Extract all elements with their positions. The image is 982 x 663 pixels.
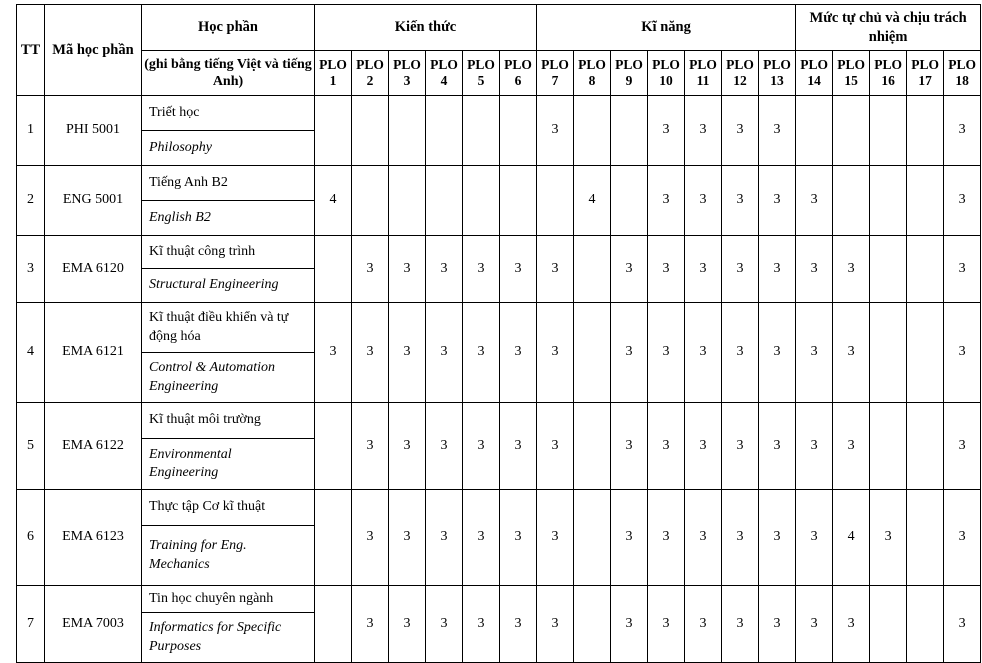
plo-15-value: 3 <box>833 403 870 490</box>
col-header-plo-11: PLO 11 <box>685 51 722 96</box>
plo-11-value: 3 <box>685 403 722 490</box>
plo-4-value <box>426 166 463 236</box>
plo-2-value: 3 <box>352 303 389 403</box>
group-header-autonomy-responsibility: Mức tự chủ và chịu trách nhiệm <box>796 5 981 51</box>
plo-8-value <box>574 303 611 403</box>
plo-11-value: 3 <box>685 586 722 663</box>
plo-15-value: 3 <box>833 236 870 303</box>
plo-5-value <box>463 96 500 166</box>
plo-4-value: 3 <box>426 403 463 490</box>
plo-11-value: 3 <box>685 166 722 236</box>
course-code: EMA 6123 <box>45 490 142 586</box>
plo-14-value: 3 <box>796 586 833 663</box>
plo-13-value: 3 <box>759 303 796 403</box>
plo-7-value: 3 <box>537 403 574 490</box>
plo-18-value: 3 <box>944 166 981 236</box>
plo-9-value <box>611 166 648 236</box>
plo-7-value: 3 <box>537 303 574 403</box>
course-name-english: Philosophy <box>142 131 315 166</box>
plo-4-value: 3 <box>426 490 463 586</box>
col-header-plo-14: PLO 14 <box>796 51 833 96</box>
plo-18-value: 3 <box>944 236 981 303</box>
plo-17-value <box>907 586 944 663</box>
plo-6-value: 3 <box>500 403 537 490</box>
plo-17-value <box>907 403 944 490</box>
plo-12-value: 3 <box>722 403 759 490</box>
course-index: 5 <box>17 403 45 490</box>
plo-14-value: 3 <box>796 166 833 236</box>
plo-2-value <box>352 166 389 236</box>
plo-12-value: 3 <box>722 166 759 236</box>
plo-10-value: 3 <box>648 166 685 236</box>
plo-13-value: 3 <box>759 166 796 236</box>
header-group-row <box>17 5 981 51</box>
course-index: 6 <box>17 490 45 586</box>
course-name-vietnamese: Triết học <box>142 96 315 131</box>
plo-4-value <box>426 96 463 166</box>
plo-10-value: 3 <box>648 236 685 303</box>
plo-10-value: 3 <box>648 490 685 586</box>
course-name-english: Training for Eng. Mechanics <box>142 526 315 586</box>
plo-6-value: 3 <box>500 303 537 403</box>
plo-9-value: 3 <box>611 403 648 490</box>
plo-6-value: 3 <box>500 490 537 586</box>
table-body <box>17 96 981 663</box>
plo-18-value: 3 <box>944 96 981 166</box>
course-row-ema-7003 <box>17 586 981 613</box>
plo-2-value: 3 <box>352 586 389 663</box>
col-header-plo-18: PLO 18 <box>944 51 981 96</box>
plo-14-value: 3 <box>796 236 833 303</box>
col-header-plo-7: PLO 7 <box>537 51 574 96</box>
course-name-vietnamese: Kĩ thuật công trình <box>142 236 315 269</box>
plo-4-value: 3 <box>426 236 463 303</box>
plo-18-value: 3 <box>944 490 981 586</box>
plo-1-value <box>315 586 352 663</box>
course-index: 2 <box>17 166 45 236</box>
course-code: EMA 6121 <box>45 303 142 403</box>
course-name-english: English B2 <box>142 201 315 236</box>
plo-8-value <box>574 403 611 490</box>
course-code: ENG 5001 <box>45 166 142 236</box>
plo-16-value <box>870 586 907 663</box>
plo-17-value <box>907 303 944 403</box>
col-header-tt: TT <box>17 5 45 96</box>
group-header-knowledge: Kiến thức <box>315 5 537 51</box>
plo-3-value: 3 <box>389 303 426 403</box>
col-header-course-name: Học phần <box>142 5 315 51</box>
course-name-english: Environmental Engineering <box>142 439 315 490</box>
plo-5-value: 3 <box>463 236 500 303</box>
plo-15-value: 4 <box>833 490 870 586</box>
plo-15-value <box>833 96 870 166</box>
plo-3-value: 3 <box>389 490 426 586</box>
header-plo-row <box>17 51 981 96</box>
plo-10-value: 3 <box>648 96 685 166</box>
course-row-ema-6122 <box>17 403 981 439</box>
plo-3-value: 3 <box>389 403 426 490</box>
course-index: 3 <box>17 236 45 303</box>
plo-14-value: 3 <box>796 403 833 490</box>
course-code: EMA 7003 <box>45 586 142 663</box>
plo-12-value: 3 <box>722 490 759 586</box>
plo-15-value: 3 <box>833 586 870 663</box>
plo-14-value: 3 <box>796 303 833 403</box>
plo-3-value <box>389 96 426 166</box>
plo-matrix-table <box>16 4 981 663</box>
course-row-ema-6120 <box>17 236 981 269</box>
plo-8-value <box>574 236 611 303</box>
course-name-vietnamese: Kĩ thuật điều khiển và tự động hóa <box>142 303 315 353</box>
plo-6-value: 3 <box>500 236 537 303</box>
plo-5-value: 3 <box>463 403 500 490</box>
plo-9-value: 3 <box>611 586 648 663</box>
col-header-plo-16: PLO 16 <box>870 51 907 96</box>
plo-14-value <box>796 96 833 166</box>
plo-12-value: 3 <box>722 303 759 403</box>
plo-7-value: 3 <box>537 586 574 663</box>
plo-13-value: 3 <box>759 236 796 303</box>
plo-1-value <box>315 490 352 586</box>
plo-16-value: 3 <box>870 490 907 586</box>
plo-4-value: 3 <box>426 586 463 663</box>
course-name-vietnamese: Tin học chuyên ngành <box>142 586 315 613</box>
plo-7-value: 3 <box>537 236 574 303</box>
plo-16-value <box>870 236 907 303</box>
plo-5-value: 3 <box>463 303 500 403</box>
plo-13-value: 3 <box>759 586 796 663</box>
course-index: 1 <box>17 96 45 166</box>
plo-5-value: 3 <box>463 490 500 586</box>
plo-16-value <box>870 166 907 236</box>
plo-11-value: 3 <box>685 96 722 166</box>
course-code: PHI 5001 <box>45 96 142 166</box>
plo-9-value <box>611 96 648 166</box>
plo-3-value: 3 <box>389 236 426 303</box>
plo-18-value: 3 <box>944 586 981 663</box>
plo-1-value: 3 <box>315 303 352 403</box>
plo-11-value: 3 <box>685 303 722 403</box>
plo-7-value <box>537 166 574 236</box>
plo-5-value <box>463 166 500 236</box>
course-name-vietnamese: Kĩ thuật môi trường <box>142 403 315 439</box>
plo-11-value: 3 <box>685 490 722 586</box>
plo-16-value <box>870 303 907 403</box>
plo-12-value: 3 <box>722 96 759 166</box>
course-name-english: Control & Automation Engineering <box>142 353 315 403</box>
plo-17-value <box>907 490 944 586</box>
document-page <box>0 4 982 654</box>
plo-5-value: 3 <box>463 586 500 663</box>
course-index: 7 <box>17 586 45 663</box>
course-name-english: Structural Engineering <box>142 269 315 303</box>
plo-9-value: 3 <box>611 303 648 403</box>
plo-15-value: 3 <box>833 303 870 403</box>
col-header-plo-2: PLO 2 <box>352 51 389 96</box>
plo-16-value <box>870 403 907 490</box>
course-code: EMA 6120 <box>45 236 142 303</box>
col-header-plo-13: PLO 13 <box>759 51 796 96</box>
col-header-course-name-note: (ghi bằng tiếng Việt và tiếng Anh) <box>142 51 315 96</box>
col-header-plo-15: PLO 15 <box>833 51 870 96</box>
plo-17-value <box>907 236 944 303</box>
plo-6-value: 3 <box>500 586 537 663</box>
plo-10-value: 3 <box>648 303 685 403</box>
course-row-phi-5001 <box>17 96 981 131</box>
plo-1-value <box>315 236 352 303</box>
col-header-plo-1: PLO 1 <box>315 51 352 96</box>
plo-2-value: 3 <box>352 403 389 490</box>
plo-3-value: 3 <box>389 586 426 663</box>
plo-18-value: 3 <box>944 303 981 403</box>
col-header-plo-10: PLO 10 <box>648 51 685 96</box>
plo-15-value <box>833 166 870 236</box>
col-header-plo-6: PLO 6 <box>500 51 537 96</box>
course-name-vietnamese: Thực tập Cơ kĩ thuật <box>142 490 315 526</box>
plo-7-value: 3 <box>537 490 574 586</box>
plo-9-value: 3 <box>611 236 648 303</box>
col-header-plo-3: PLO 3 <box>389 51 426 96</box>
col-header-plo-4: PLO 4 <box>426 51 463 96</box>
plo-4-value: 3 <box>426 303 463 403</box>
course-name-english: Informatics for Specific Purposes <box>142 613 315 663</box>
plo-17-value <box>907 166 944 236</box>
plo-12-value: 3 <box>722 236 759 303</box>
course-name-vietnamese: Tiếng Anh B2 <box>142 166 315 201</box>
col-header-plo-9: PLO 9 <box>611 51 648 96</box>
plo-1-value <box>315 403 352 490</box>
col-header-plo-5: PLO 5 <box>463 51 500 96</box>
plo-10-value: 3 <box>648 586 685 663</box>
course-row-ema-6123 <box>17 490 981 526</box>
plo-11-value: 3 <box>685 236 722 303</box>
col-header-plo-12: PLO 12 <box>722 51 759 96</box>
plo-6-value <box>500 166 537 236</box>
table-header <box>17 5 981 96</box>
plo-14-value: 3 <box>796 490 833 586</box>
plo-13-value: 3 <box>759 490 796 586</box>
plo-1-value: 4 <box>315 166 352 236</box>
col-header-plo-8: PLO 8 <box>574 51 611 96</box>
plo-10-value: 3 <box>648 403 685 490</box>
course-index: 4 <box>17 303 45 403</box>
plo-9-value: 3 <box>611 490 648 586</box>
plo-2-value <box>352 96 389 166</box>
plo-8-value <box>574 586 611 663</box>
plo-13-value: 3 <box>759 403 796 490</box>
course-row-eng-5001 <box>17 166 981 201</box>
col-header-plo-17: PLO 17 <box>907 51 944 96</box>
plo-1-value <box>315 96 352 166</box>
plo-6-value <box>500 96 537 166</box>
plo-8-value <box>574 96 611 166</box>
plo-2-value: 3 <box>352 490 389 586</box>
course-row-ema-6121 <box>17 303 981 353</box>
plo-13-value: 3 <box>759 96 796 166</box>
plo-2-value: 3 <box>352 236 389 303</box>
plo-8-value <box>574 490 611 586</box>
plo-3-value <box>389 166 426 236</box>
plo-16-value <box>870 96 907 166</box>
plo-12-value: 3 <box>722 586 759 663</box>
group-header-skills: Kĩ năng <box>537 5 796 51</box>
course-code: EMA 6122 <box>45 403 142 490</box>
plo-8-value: 4 <box>574 166 611 236</box>
plo-18-value: 3 <box>944 403 981 490</box>
plo-7-value: 3 <box>537 96 574 166</box>
col-header-course-code: Mã học phần <box>45 5 142 96</box>
plo-17-value <box>907 96 944 166</box>
